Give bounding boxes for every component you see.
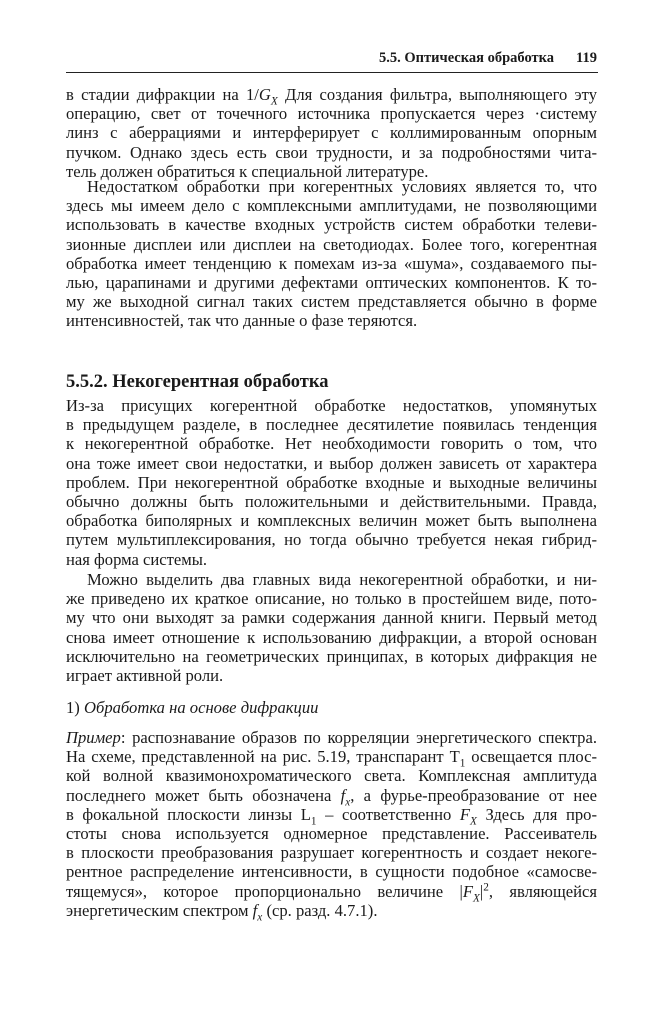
paragraph-example <box>66 728 597 924</box>
paragraph-two-methods <box>66 570 597 685</box>
text-line <box>66 804 597 828</box>
text-segment: исключительно на геометрических принципах, в которых дифракция не <box>66 646 597 666</box>
paragraph-coherent-drawbacks <box>66 177 597 331</box>
text-segment: обычно должны быть положительными и действительными. Правда, <box>66 492 597 512</box>
text-segment: Для создания фильтра, выполняющего эту <box>277 85 597 104</box>
text-segment: F <box>459 804 470 824</box>
subheading-title: Обработка на основе дифракции <box>83 698 319 717</box>
text-segment: , а фурье-преобразование от нее <box>350 785 597 805</box>
text-line <box>66 824 597 843</box>
text-segment: X <box>270 95 278 108</box>
text-segment: в предыдущем разделе, в последнее десятилетие появилась тенденция <box>66 415 597 435</box>
text-segment: му же выходной сигнал таких систем представляется обычно в форме <box>66 292 597 312</box>
text-segment: 2 <box>483 881 489 894</box>
text-segment: f <box>252 900 258 920</box>
text-line <box>66 85 597 108</box>
page-number: 119 <box>576 50 597 66</box>
text-segment: последнего может быть обозначена <box>66 785 341 805</box>
text-line <box>66 589 597 608</box>
text-segment: F <box>462 881 473 901</box>
text-line <box>66 473 597 492</box>
text-segment: Недостатком обработки при когерентных условиях является то, что <box>87 177 597 196</box>
text-line <box>66 530 597 549</box>
text-segment: в фокальной плоскости линзы L <box>66 804 311 824</box>
text-line <box>66 254 597 273</box>
text-segment: обработка биполярных и комплексных величин может быть выполнена <box>66 511 597 531</box>
text-line <box>66 728 597 747</box>
text-segment: Можно выделить два главных вида некогерентной обработки, и ни- <box>87 570 597 589</box>
text-segment: f <box>340 785 346 805</box>
text-line <box>66 843 597 862</box>
text-segment: | <box>479 881 484 901</box>
text-segment: освещается плос- <box>465 747 597 767</box>
text-line <box>66 311 597 330</box>
text-line <box>66 766 597 785</box>
text-line <box>66 273 597 292</box>
text-line <box>66 862 597 881</box>
text-segment: стоты снова используется одномерное представление. Рассеиватель <box>66 824 597 844</box>
text-segment: – соответственно <box>316 804 460 824</box>
text-line <box>66 292 597 311</box>
text-segment: использовать в качестве входных устройств систем обработки телеви- <box>66 215 597 235</box>
text-segment: тель должен обратиться к специальной литературе. <box>66 161 429 181</box>
text-line <box>66 628 597 647</box>
subheading <box>66 698 318 718</box>
text-line <box>66 123 597 142</box>
text-line <box>66 747 597 770</box>
text-segment: в стадии дифракции на 1/ <box>66 85 259 104</box>
text-segment: кой волной квазимонохроматического света. Комплексная амплитуда <box>66 766 597 786</box>
text-segment: x <box>257 911 263 924</box>
text-segment: : распознавание образов по корреляции энергетического спектра. <box>120 728 597 747</box>
text-line <box>66 608 597 627</box>
text-line <box>66 104 597 123</box>
text-segment: X <box>473 891 480 904</box>
text-segment: снова имеет отношение к использованию дифракции, а второй основан <box>66 627 597 647</box>
text-line <box>66 434 597 453</box>
text-line <box>66 396 597 415</box>
running-head-section: 5.5. Оптическая обработка <box>379 50 555 66</box>
text-line <box>66 235 597 254</box>
text-segment: проблем. При некогерентной обработке входные и выходные величины <box>66 472 597 492</box>
text-segment: энергетическим спектром <box>66 900 253 920</box>
header-rule <box>66 72 598 73</box>
text-segment: пучком. Однако здесь есть свои трудности, и за подробностями чита- <box>66 142 597 162</box>
text-line <box>66 196 597 215</box>
text-segment: 1 <box>310 815 317 828</box>
text-segment: тящемуся», которое пропорционально величине | <box>66 881 463 901</box>
running-head <box>66 50 597 70</box>
section-heading: 5.5.2. Некогерентная обработка <box>66 372 329 392</box>
text-segment: Пример <box>66 728 121 747</box>
text-segment: операцию, свет от точечного источника пропускается через ·систему <box>66 104 597 124</box>
text-line <box>66 415 597 434</box>
text-segment: она тоже имеет свои недостатки, и выбор должен зависеть от характера <box>66 453 597 473</box>
text-line <box>66 177 597 196</box>
text-segment: обработка имеет тенденцию к помехам из-за «шума», создаваемого пы- <box>66 253 597 273</box>
text-segment: (ср. разд. 4.7.1). <box>262 900 378 920</box>
text-segment: играет активной роли. <box>66 666 224 686</box>
text-segment: зионные дисплеи или дисплеи на светодиодах. Более того, когерентная <box>66 234 597 254</box>
text-segment: ная форма системы. <box>66 549 208 569</box>
subheading-number: 1) <box>66 698 84 717</box>
text-segment: Здесь для про- <box>476 804 597 824</box>
text-segment: X <box>470 815 477 828</box>
text-line <box>66 143 597 162</box>
text-segment: же приведено их краткое описание, но только в простейшем виде, пото- <box>66 589 597 609</box>
text-segment: линз с аберрациями и интерферирует с коллимированным опорным <box>66 123 597 143</box>
text-segment: Из-за присущих когерентной обработке недостатков, упомянутых <box>66 396 597 415</box>
text-line <box>66 881 597 904</box>
text-segment: в плоскости преобразования разрушает когерентность и создает некоге- <box>66 843 597 863</box>
paragraph-incoherent-intro <box>66 396 597 569</box>
text-segment: x <box>345 795 351 808</box>
text-line <box>66 511 597 530</box>
text-segment: , являющейся <box>488 881 597 901</box>
text-segment: к некогерентной обработке. Нет необходимости говорить о том, что <box>66 434 597 454</box>
text-line <box>66 215 597 234</box>
text-line <box>66 666 597 685</box>
text-segment: му что они выходят за рамки содержания данной книги. Первый метод <box>66 608 597 628</box>
text-line <box>66 492 597 511</box>
text-segment: На схеме, представленной на рис. 5.19, транспарант T <box>66 747 460 767</box>
text-line <box>66 647 597 666</box>
text-segment: интенсивностей, так что данные о фазе теряются. <box>66 311 418 331</box>
text-line <box>66 454 597 473</box>
text-line <box>66 900 597 924</box>
text-segment: G <box>258 85 271 104</box>
text-line <box>66 785 597 808</box>
text-segment: здесь мы имеем дело с комплексными амплитудами, не позволяющими <box>66 196 597 216</box>
text-segment: рентное распределение интенсивности, в сущности подобное «самосве- <box>66 862 597 882</box>
text-line <box>66 550 597 569</box>
text-segment: 1 <box>459 757 466 770</box>
text-segment: лью, царапинами и другими дефектами оптических компонентов. К то- <box>66 273 597 293</box>
paragraph-filter-creation <box>66 85 597 181</box>
text-line <box>66 570 597 589</box>
text-segment: путем мультиплексирования, но тогда обычно требуется некая гибрид- <box>66 530 597 550</box>
